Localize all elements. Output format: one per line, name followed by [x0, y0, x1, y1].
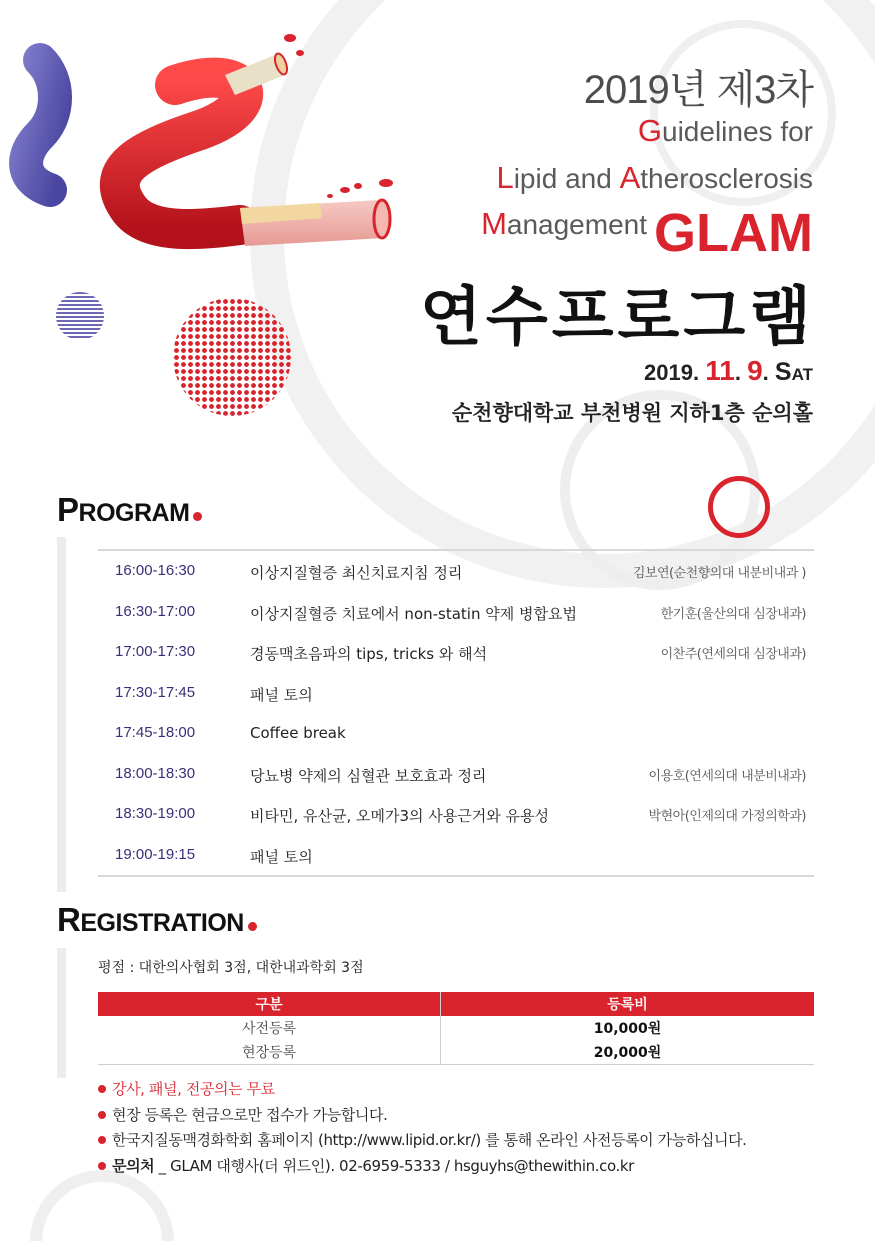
session-time: 19:00-19:15	[115, 845, 196, 863]
table-row	[98, 754, 814, 795]
guideline-line-1: Guidelines for	[637, 113, 813, 148]
bullet-icon	[98, 1162, 106, 1170]
page-title: 연수프로그램	[420, 281, 815, 355]
table-row	[98, 794, 814, 835]
session-speaker: 이찬주(연세의대 심장내과)	[660, 647, 806, 662]
guideline-line-2: Lipid and Atherosclerosis	[496, 160, 813, 195]
session-speaker: 이용호(연세의대 내분비내과)	[648, 768, 806, 784]
session-topic: 패널 토의	[250, 685, 313, 704]
program-heading: PROGRAM	[57, 491, 202, 529]
reg-type: 현장등록	[98, 1040, 441, 1065]
striped-circle-icon	[56, 292, 104, 340]
event-venue: 순천향대학교 부천병원 지하1층 순의홀	[451, 401, 813, 425]
session-time: 16:00-16:30	[115, 562, 196, 579]
reg-type: 사전등록	[98, 1016, 441, 1040]
event-series: 2019년 제3차	[583, 68, 813, 112]
registration-table	[98, 992, 814, 1065]
table-row	[98, 632, 814, 673]
dotted-circle-icon	[173, 298, 291, 416]
heading-dot-icon	[193, 512, 202, 521]
session-time: 17:00-17:30	[115, 643, 196, 660]
bullet-icon	[98, 1085, 106, 1093]
table-row	[98, 1016, 814, 1040]
reg-fee: 10,000원	[593, 1021, 662, 1037]
session-speaker: 한기훈(울산의대 심장내과)	[660, 606, 806, 622]
credit-score: 평점 : 대한의사협회 3점, 대한내과학회 3점	[98, 960, 364, 976]
list-item: 현장 등록은 현금으로만 접수가 가능합니다.	[98, 1104, 747, 1130]
program-table	[98, 549, 814, 877]
list-item: 한국지질동맥경화학회 홈페이지 (http://www.lipid.or.kr/) 를 통해 온라인 사전등록이 가능하십니다.	[98, 1129, 747, 1155]
table-row	[98, 1040, 814, 1065]
reg-fee: 20,000원	[441, 1040, 815, 1065]
artery-illustration-icon	[0, 20, 420, 280]
session-speaker: 박현아(인제의대 가정의학과)	[648, 809, 806, 824]
session-time: 18:30-19:00	[115, 805, 196, 822]
red-ring-icon	[708, 476, 770, 538]
section-bar	[57, 537, 66, 892]
session-time: 17:30-17:45	[115, 683, 196, 701]
session-time: 17:45-18:00	[115, 724, 196, 741]
session-topic: 당뇨병 약제의 심혈관 보호효과 정리	[250, 766, 487, 785]
table-row	[98, 713, 814, 754]
session-topic: 이상지질혈증 치료에서 non-statin 약제 병합요법	[250, 604, 577, 623]
session-topic: 패널 토의	[250, 847, 313, 866]
col-fee-header: 등록비	[441, 992, 815, 1016]
event-date: 2019. 11. 9. SAT	[644, 355, 813, 386]
session-time: 18:00-18:30	[115, 764, 196, 782]
bg-ring-bottom	[30, 1170, 174, 1241]
table-header-row	[98, 992, 814, 1016]
table-row	[98, 551, 814, 592]
guideline-line-3: Management	[481, 206, 647, 241]
heading-dot-icon	[248, 922, 257, 931]
notes-list	[98, 1078, 747, 1180]
table-row	[98, 592, 814, 633]
section-bar	[57, 948, 66, 1078]
bullet-icon	[98, 1136, 106, 1144]
session-topic: 이상지질혈증 최신치료지침 정리	[250, 564, 463, 582]
list-item: 문의처 _ GLAM 대행사(더 위드인). 02-6959-5333 / hsguyhs@thewithin.co.kr	[98, 1155, 747, 1181]
bullet-icon	[98, 1111, 106, 1119]
session-time: 16:30-17:00	[115, 602, 196, 620]
list-item: 강사, 패널, 전공의는 무료	[98, 1078, 747, 1104]
session-topic: 경동맥초음파의 tips, tricks 와 해석	[250, 645, 488, 663]
col-type-header: 구분	[98, 992, 441, 1016]
session-topic: 비타민, 유산균, 오메가3의 사용근거와 유용성	[250, 807, 549, 825]
acronym: GLAM	[654, 203, 813, 263]
table-row	[98, 673, 814, 714]
session-topic: Coffee break	[250, 724, 346, 742]
table-row	[98, 835, 814, 876]
registration-heading: REGISTRATION	[57, 901, 257, 939]
session-speaker: 김보연(순천향의대 내분비내과 )	[632, 566, 806, 581]
